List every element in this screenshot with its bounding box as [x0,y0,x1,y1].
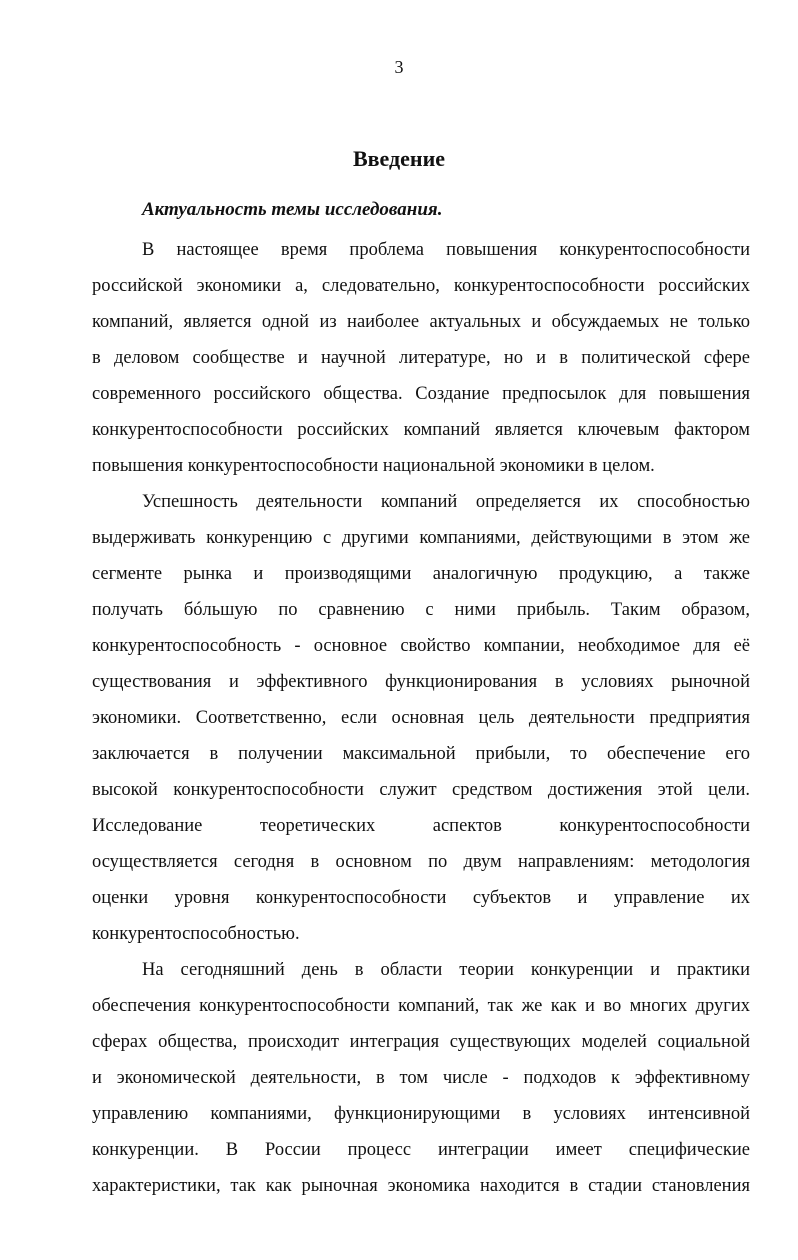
text-line: экономики. Соответственно, если основная цель деятельности предприятия [92,708,750,728]
text-line: конкурентоспособностью. [92,924,300,944]
text-line: существования и эффективного функционирования в условиях рыночной [92,672,750,692]
text-line: конкуренции. В России процесс интеграции имеет специфические [92,1140,750,1160]
paragraph-3 [92,952,750,1204]
text-line: Успешность деятельности компаний определяется их способностью [142,492,750,512]
text-line: выдерживать конкуренцию с другими компаниями, действующими в этом же [92,528,750,548]
text-line: В настоящее время проблема повышения конкурентоспособности [142,240,750,260]
text-line: характеристики, так как рыночная экономика находится в стадии становления [92,1176,750,1196]
subsection-title: Актуальность темы исследования. [142,199,443,220]
text-line: Исследование теоретических аспектов конкурентоспособности [92,816,750,836]
text-line: российской экономики а, следовательно, конкурентоспособности российских [92,276,750,296]
text-line: в деловом сообществе и научной литературе, но и в политической сфере [92,348,750,368]
section-title: Введение [352,146,446,171]
text-line: оценки уровня конкурентоспособности субъектов и управление их [92,888,750,908]
text-line: На сегодняшний день в области теории конкуренции и практики [142,960,750,980]
text-line: современного российского общества. Создание предпосылок для повышения [92,384,750,404]
paragraph-1 [92,232,750,484]
text-line: повышения конкурентоспособности национальной экономики в целом. [92,456,655,476]
text-line: обеспечения конкурентоспособности компаний, так же как и во многих других [92,996,750,1016]
text-line: получать бóльшую по сравнению с ними прибыль. Таким образом, [92,600,750,620]
text-line: компаний, является одной из наиболее актуальных и обсуждаемых не только [92,312,750,332]
text-line: сегменте рынка и производящими аналогичную продукцию, а также [92,564,750,584]
body-text [92,232,750,1204]
text-line: конкурентоспособности российских компаний является ключевым фактором [92,420,750,440]
text-line: осуществляется сегодня в основном по двум направлениям: методология [92,852,750,872]
text-line: управлению компаниями, функционирующими в условиях интенсивной [92,1104,750,1124]
paragraph-2 [92,484,750,952]
text-line: заключается в получении максимальной прибыли, то обеспечение его [92,744,750,764]
text-line: конкурентоспособность - основное свойство компании, необходимое для её [92,636,750,656]
text-line: высокой конкурентоспособности служит средством достижения этой цели. [92,780,750,800]
text-line: сферах общества, происходит интеграция существующих моделей социальной [92,1032,750,1052]
page-number: 3 [394,57,404,77]
text-line: и экономической деятельности, в том числе - подходов к эффективному [92,1068,750,1088]
